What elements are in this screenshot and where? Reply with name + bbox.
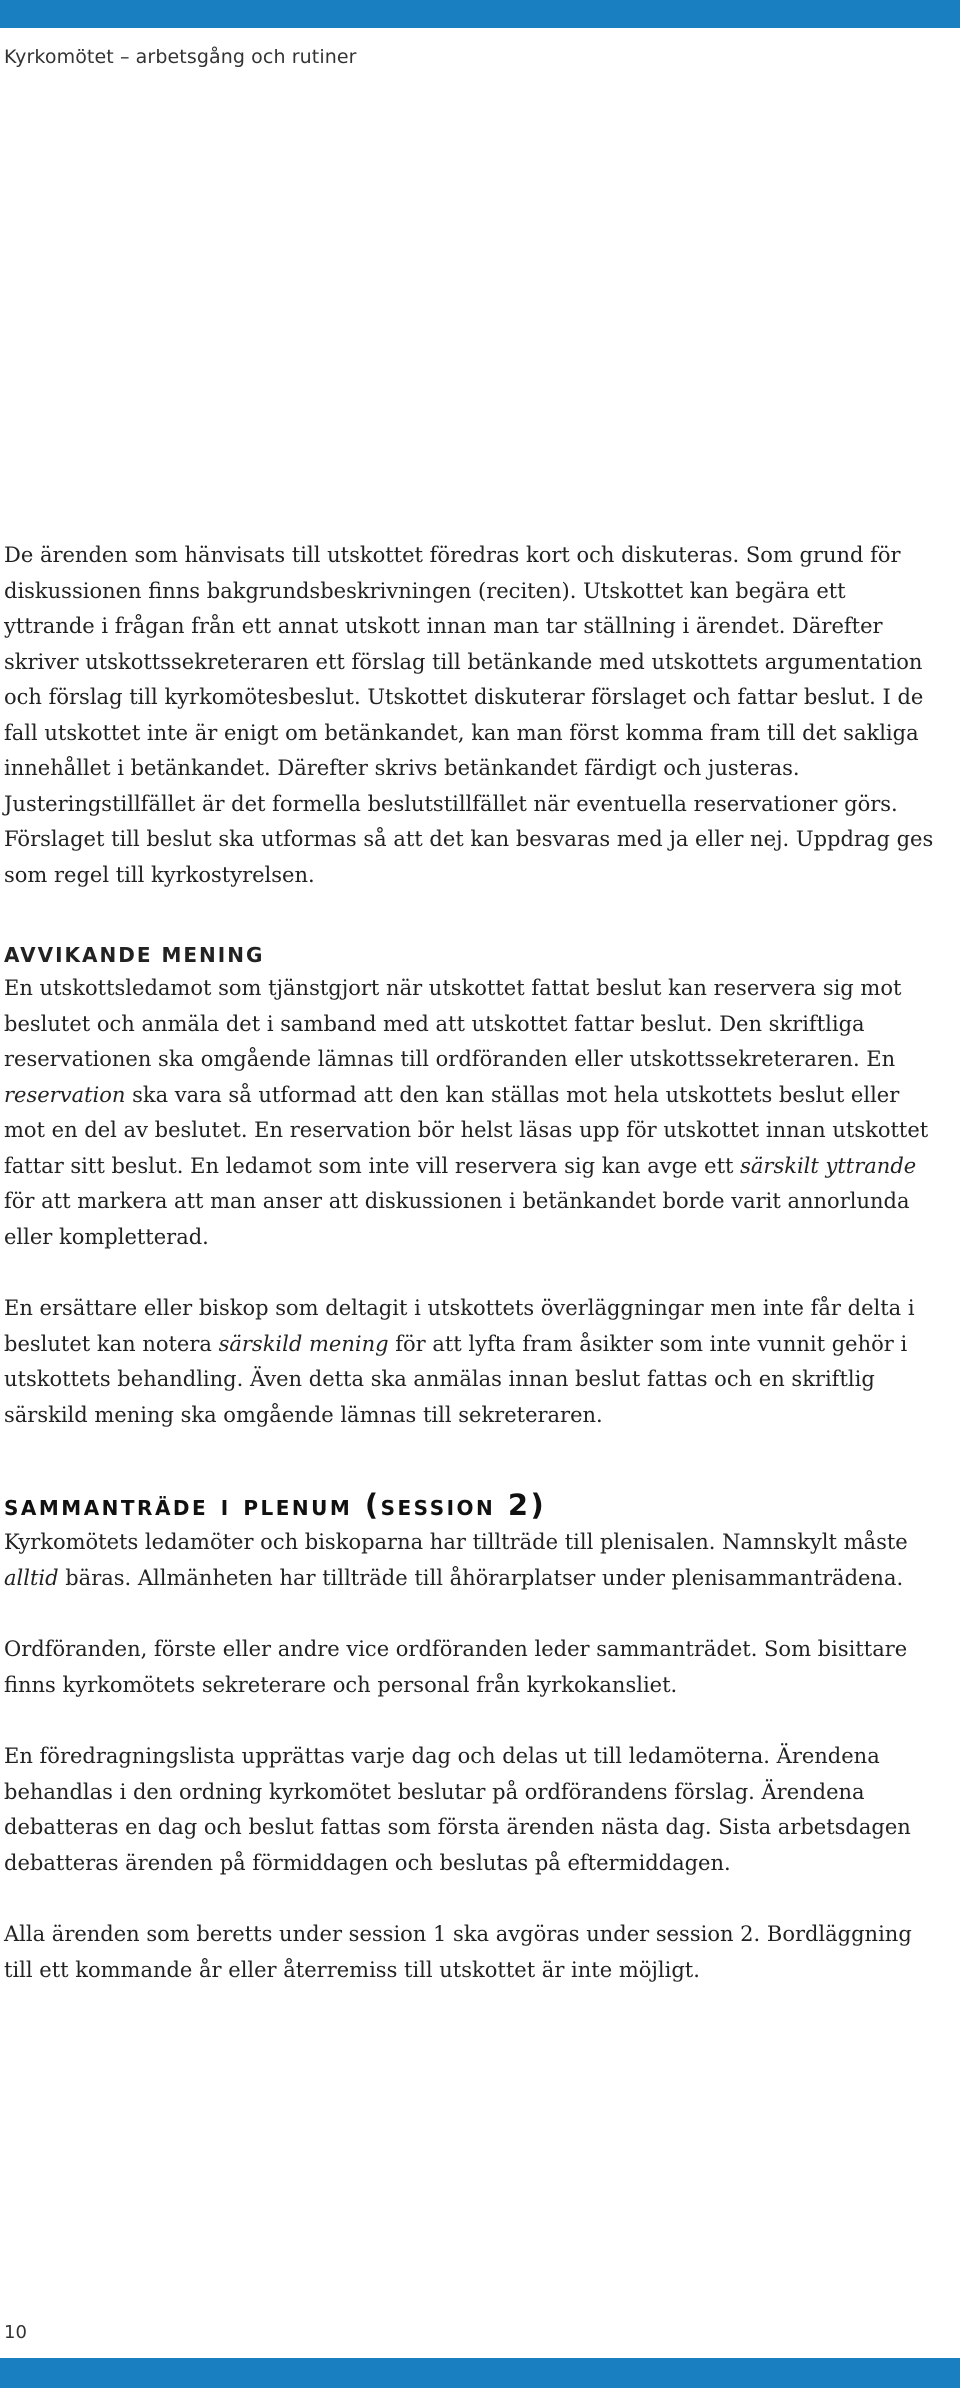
emphasis-alltid: alltid [4,1565,59,1590]
avvikande-paragraph-1 [4,971,934,1255]
top-accent-bar [0,0,960,28]
text-run: En ersättare eller biskop som deltagit i utskottets överläggningar men inte får delta i beslutet kan notera [4,1296,915,1356]
intro-paragraph: De ärenden som hänvisats till utskottet föredras kort och diskuteras. Som grund för diskussionen finns bakgrundsbeskrivningen (reciten). Utskottet kan begära ett yttrande i frågan från ett annat utskott innan man tar ställning i ärendet. Därefter skriver utskottssekreteraren ett förslag till betänkande med utskottets argumentation och förslag till kyrkomötesbeslut. Utskottet diskuterar förslaget och fattar beslut. I de fall utskottet inte är enigt om betänkandet, kan man först komma fram till det sakliga innehållet i betänkandet. Därefter skrivs betänkandet färdigt och justeras. Justeringstillfället är det formella beslutstillfället när eventuella reservationer görs. Förslaget till beslut ska utformas så att det kan besvaras med ja eller nej. Uppdrag ges som regel till kyrkostyrelsen. [4,543,934,887]
emphasis-sarskilt-yttrande: särskilt yttrande [740,1153,917,1178]
avvikande-heading: AVVIKANDE MENING [4,943,265,967]
text-run: En utskottsledamot som tjänstgjort när utskottet fattat beslut kan reservera sig mot beslutet och anmäla det i samband med att utskottet fattar beslut. Den skriftliga reservationen ska omgående lämnas till ordföranden eller utskottssekreteraren. En [4,976,902,1071]
emphasis-sarskild-mening: särskild mening [218,1331,389,1356]
text-run: för att lyfta fram åsikter som inte vunnit gehör i utskottets behandling. Även detta ska anmälas innan beslut fattas och en skriftlig särskild mening ska omgående lämnas till sekreteraren. [4,1331,908,1427]
text-run: bäras. Allmänheten har tillträde till åhörarplatser under plenisammanträdena. [58,1565,904,1590]
plenum-heading: sammanträde i plenum (session 2) [4,1488,547,1522]
text-run: för att markera att man anser att diskussionen i betänkandet borde varit annorlunda eller kompletterad. [4,1189,910,1249]
running-header: Kyrkomötet – arbetsgång och rutiner [4,46,357,68]
avvikande-paragraph-2 [4,1291,934,1433]
plenum-paragraph-2: Ordföranden, förste eller andre vice ordföranden leder sammanträdet. Som bisittare finns kyrkomötets sekreterare och personal från kyrkokansliet. [4,1637,908,1697]
text-run: Kyrkomötets ledamöter och biskoparna har tillträde till plenisalen. Namnskylt måste [4,1530,908,1554]
page-content [4,538,934,1988]
plenum-paragraph-3: En föredragningslista upprättas varje dag och delas ut till ledamöterna. Ärendena behandlas i den ordning kyrkomötet beslutar på ordförandens förslag. Ärendena debatteras en dag och beslut fattas som första ärenden nästa dag. Sista arbetsdagen debatteras ärenden på förmiddagen och beslutas på eftermiddagen. [4,1744,911,1875]
plenum-paragraph-1 [4,1525,934,1596]
plenum-paragraph-4: Alla ärenden som beretts under session 1 ska avgöras under session 2. Bordläggning till ett kommande år eller återremiss till utskottet är inte möjligt. [4,1922,912,1982]
emphasis-reservation: reservation [4,1082,126,1107]
page-number: 10 [4,2322,27,2343]
text-run: ska vara så utformad att den kan ställas mot hela utskottets beslut eller mot en del av beslutet. En reservation bör helst läsas upp för utskottet innan utskottet fattar sitt beslut. En ledamot som inte vill reservera sig kan avge ett [4,1082,929,1178]
bottom-accent-bar [0,2358,960,2388]
